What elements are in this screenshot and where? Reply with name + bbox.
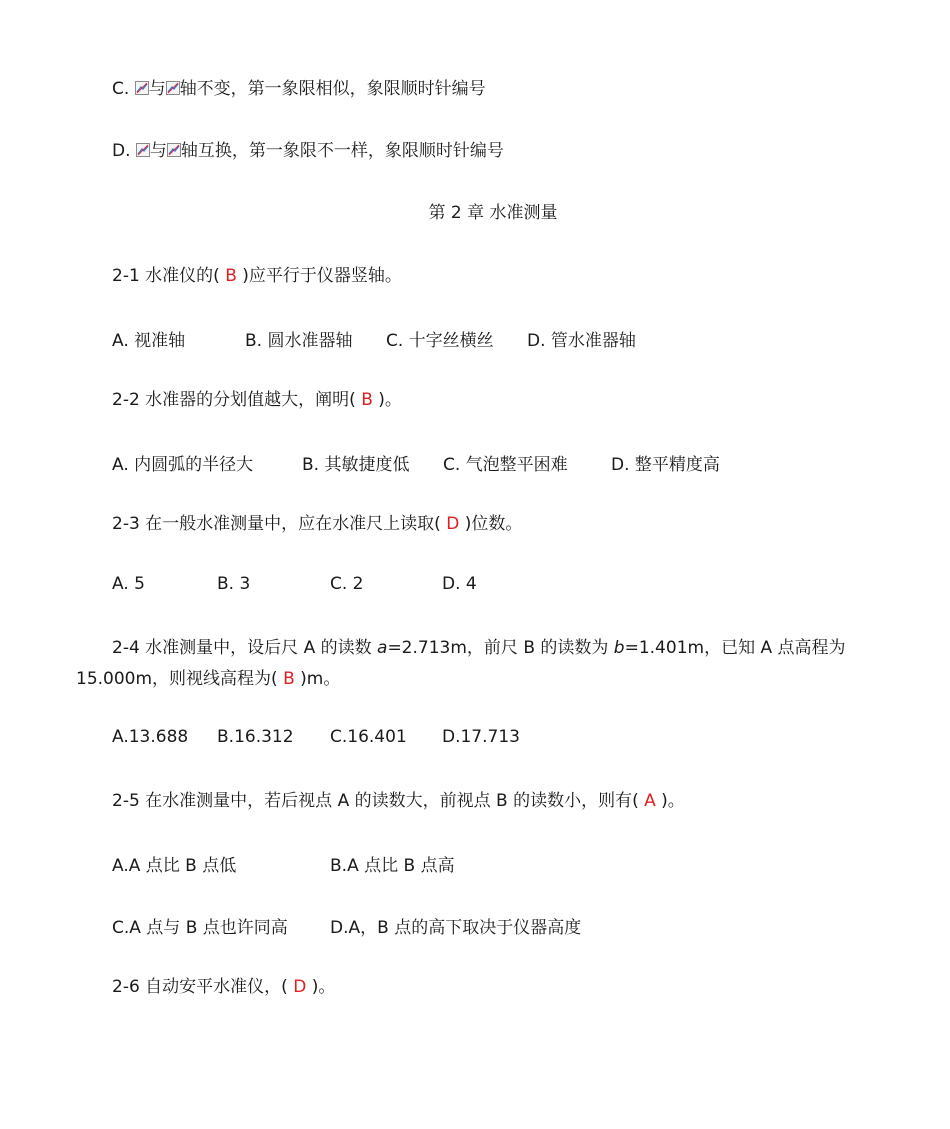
option: B. 3 (217, 574, 251, 594)
option: C. 2 (330, 574, 364, 594)
question-2-5: 2-5 在水准测量中，若后视点 A 的读数大，前视点 B 的读数小，则有( A )。 (112, 791, 685, 811)
question-2-6: 2-6 自动安平水准仪，( D )。 (112, 977, 336, 997)
option: B. 圆水准器轴 (245, 331, 353, 351)
option: C.A 点与 B 点也许同高 (112, 918, 288, 938)
option: B. 其敏捷度低 (302, 455, 410, 475)
option: D. 管水准器轴 (527, 331, 636, 351)
question-2-1: 2-1 水准仪的( B )应平行于仪器竖轴。 (112, 266, 402, 286)
option: B.16.312 (217, 727, 294, 747)
option: A. 内圆弧的半径大 (112, 455, 254, 475)
option: B.A 点比 B 点高 (330, 856, 455, 876)
option: D. 4 (442, 574, 477, 594)
option: D. 整平精度高 (611, 455, 720, 475)
option: C. 气泡整平困难 (443, 455, 568, 475)
broken-image-icon (136, 143, 150, 157)
option-c-line: C. 与 轴不变，第一象限相似，象限顺时针编号 (112, 79, 486, 99)
chapter-title: 第 2 章 水准测量 (428, 203, 558, 223)
option: A. 5 (112, 574, 145, 594)
option: C.16.401 (330, 727, 407, 747)
answer: B (225, 266, 237, 286)
option: D.A，B 点的高下取决于仪器高度 (330, 918, 582, 938)
option: A.A 点比 B 点低 (112, 856, 237, 876)
option-d-line: D. 与 轴互换，第一象限不一样，象限顺时针编号 (112, 141, 504, 161)
question-2-3: 2-3 在一般水准测量中，应在水准尺上读取( D )位数。 (112, 514, 523, 534)
answer: B (283, 669, 295, 689)
broken-image-icon (167, 143, 181, 157)
answer: D (293, 977, 307, 997)
option: D.17.713 (442, 727, 520, 747)
option: A.13.688 (112, 727, 189, 747)
question-2-2: 2-2 水准器的分划值越大，阐明( B )。 (112, 390, 402, 410)
question-2-4: 2-4 水准测量中，设后尺 A 的读数 a=2.713m，前尺 B 的读数为 b=1.401m，已知 A 点高程为 15.000m，则视线高程为( B )m。 (76, 638, 846, 689)
broken-image-icon (135, 81, 149, 95)
option: A. 视准轴 (112, 331, 186, 351)
option: C. 十字丝横丝 (386, 331, 494, 351)
answer: D (446, 514, 460, 534)
broken-image-icon (166, 81, 180, 95)
answer: A (644, 791, 656, 811)
answer: B (361, 390, 373, 410)
